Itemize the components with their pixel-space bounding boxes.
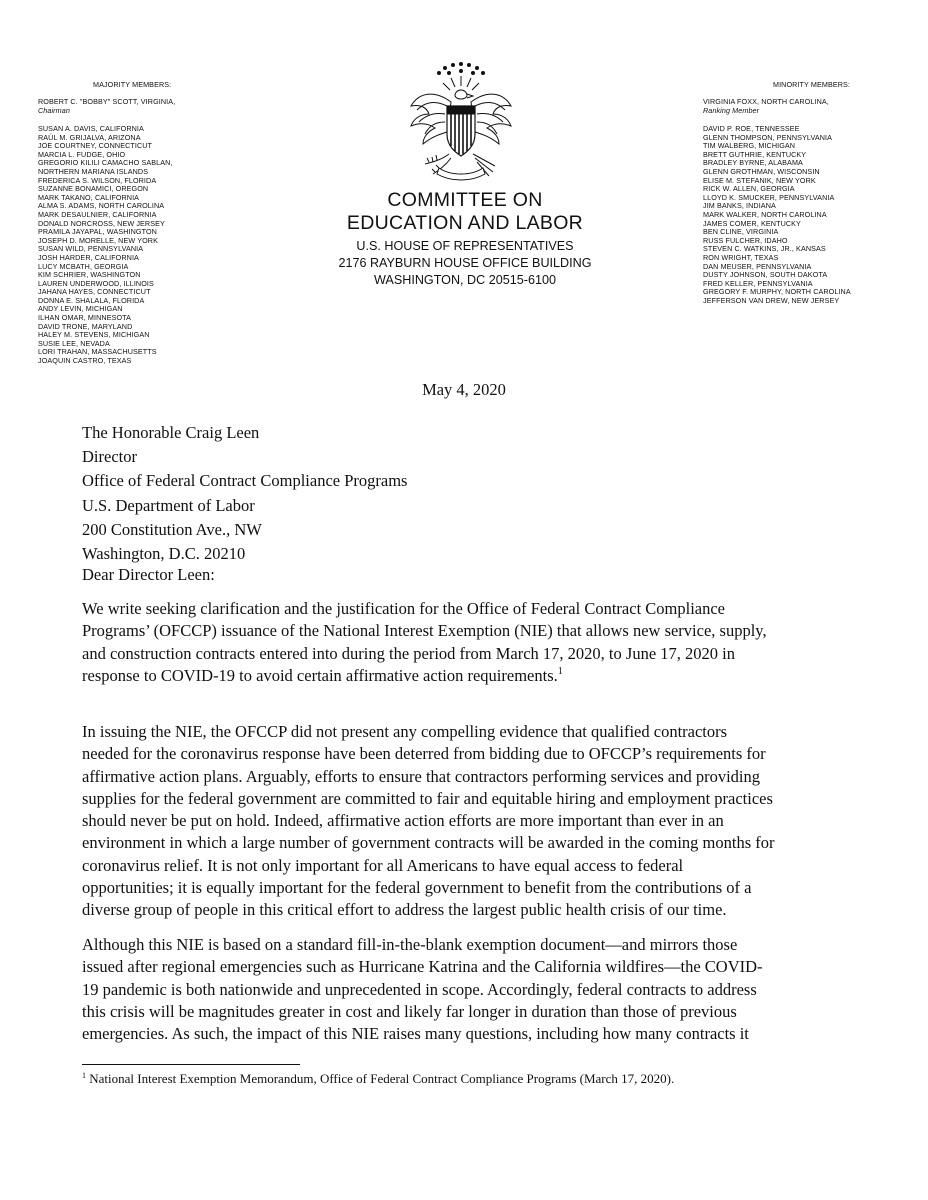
- paragraph-line: [82, 855, 852, 877]
- paragraph-text: needed for the coronavirus response have been deterred from bidding due to OFCCP’s requirements for: [82, 744, 766, 764]
- paragraph-line: [82, 743, 852, 765]
- majority-member: DAVID TRONE, MARYLAND: [38, 321, 133, 331]
- minority-member: DAN MEUSER, PENNSYLVANIA: [703, 261, 812, 271]
- majority-member: LAUREN UNDERWOOD, ILLINOIS: [38, 278, 154, 288]
- letter-date: May 4, 2020: [422, 380, 506, 399]
- majority-member: PRAMILA JAYAPAL, WASHINGTON: [38, 227, 157, 237]
- paragraph-line: [82, 810, 852, 832]
- salutation: Dear Director Leen:: [82, 565, 215, 584]
- majority-member: MARK TAKANO, CALIFORNIA: [38, 192, 140, 202]
- paragraph-text: In issuing the NIE, the OFCCP did not present any compelling evidence that qualified contractors: [82, 722, 728, 741]
- minority-member: RUSS FULCHER, IDAHO: [703, 235, 788, 245]
- paragraph-text: issued after regional emergencies such as Hurricane Katrina and the California wildfires—the COVID-: [82, 957, 763, 977]
- majority-member: ILHAN OMAR, MINNESOTA: [38, 313, 132, 323]
- recipient-street: 200 Constitution Ave., NW: [82, 519, 262, 539]
- majority-member: JAHANA HAYES, CONNECTICUT: [38, 287, 151, 297]
- minority-member: GLENN GROTHMAN, WISCONSIN: [703, 166, 820, 176]
- paragraph-line: [82, 620, 852, 642]
- paragraph-line: [82, 979, 852, 1001]
- paragraph-line: [82, 934, 852, 956]
- recipient-city: Washington, D.C. 20210: [82, 544, 246, 564]
- paragraph-line: [82, 1001, 852, 1023]
- minority-member: GLENN THOMPSON, PENNSYLVANIA: [703, 132, 833, 142]
- minority-member: MARK WALKER, NORTH CAROLINA: [703, 209, 827, 219]
- paragraph-text: supplies for the federal government are committed to fair and equitable hiring and employment practices: [82, 788, 773, 808]
- recipient-name: The Honorable Craig Leen: [82, 423, 260, 442]
- minority-member: DAVID P. ROE, TENNESSEE: [703, 124, 800, 133]
- majority-members-header: MAJORITY MEMBERS:: [93, 80, 172, 89]
- minority-member: RON WRIGHT, TEXAS: [703, 252, 779, 262]
- paragraph-text: Although this NIE is based on a standard fill-in-the-blank exemption document—and mirrors those: [82, 935, 738, 954]
- majority-member: KIM SCHRIER, WASHINGTON: [38, 270, 141, 280]
- minority-member: LLOYD K. SMUCKER, PENNSYLVANIA: [703, 192, 835, 202]
- address-line-building: 2176 RAYBURN HOUSE OFFICE BUILDING: [338, 256, 592, 270]
- paragraph-line: [82, 788, 852, 810]
- paragraph-line: [82, 899, 852, 921]
- paragraph-text: Programs’ (OFCCP) issuance of the National Interest Exemption (NIE) that allows new service, supply,: [82, 621, 767, 641]
- paragraph-line: [82, 598, 852, 620]
- paragraph-text: opportunities; it is equally important for the federal government to benefit from the contributions of a: [82, 878, 752, 898]
- committee-name-line2: EDUCATION AND LABOR: [346, 212, 584, 234]
- minority-members-header: MINORITY MEMBERS:: [773, 80, 851, 89]
- paragraph-line: [82, 956, 852, 978]
- minority-member: TIM WALBERG, MICHIGAN: [703, 141, 796, 151]
- paragraph-line: [82, 832, 852, 854]
- majority-member: FREDERICA S. WILSON, FLORIDA: [38, 175, 157, 185]
- paragraph-text: We write seeking clarification and the justification for the Office of Federal Contract Compliance: [82, 599, 726, 618]
- ranking-member-role: Ranking Member: [703, 105, 760, 115]
- majority-chair: [38, 98, 175, 115]
- seal-stars: [437, 62, 485, 75]
- majority-member: JOSH HARDER, CALIFORNIA: [38, 252, 139, 262]
- address-line-house: U.S. HOUSE OF REPRESENTATIVES: [356, 239, 574, 253]
- majority-member: MARK DESAULNIER, CALIFORNIA: [38, 209, 157, 219]
- body-paragraph-3: [82, 934, 852, 1045]
- footnote-separator: [82, 1064, 300, 1065]
- minority-member: GREGORY F. MURPHY, NORTH CAROLINA: [703, 287, 851, 297]
- paragraph-text: and construction contracts entered into during the period from March 17, 2020, to June 17, 2020 in: [82, 643, 735, 663]
- minority-member: BRADLEY BYRNE, ALABAMA: [703, 158, 803, 168]
- majority-member: NORTHERN MARIANA ISLANDS: [38, 166, 149, 176]
- recipient-address-block: [82, 421, 407, 566]
- chair-role: Chairman: [38, 105, 70, 115]
- minority-ranking-member: [703, 98, 829, 115]
- body-paragraph-1: [82, 598, 852, 687]
- paragraph-line: [82, 721, 852, 743]
- minority-member: BEN CLINE, VIRGINIA: [703, 227, 779, 237]
- majority-member: ANDY LEVIN, MICHIGAN: [38, 304, 123, 314]
- minority-member: JIM BANKS, INDIANA: [703, 201, 776, 211]
- paragraph-text: should never be put on hold. Indeed, affirmative action efforts are more important than ever in an: [82, 811, 724, 831]
- minority-member: BRETT GUTHRIE, KENTUCKY: [703, 149, 807, 159]
- paragraph-text: coronavirus relief. It is not only important for all Americans to have equal access to federal: [82, 855, 684, 875]
- majority-member: GREGORIO KILILI CAMACHO SABLAN,: [38, 158, 173, 168]
- majority-member: MARCIA L. FUDGE, OHIO: [38, 149, 126, 159]
- paragraph-line: [82, 1023, 852, 1045]
- chair-name: ROBERT C. "BOBBY" SCOTT, VIRGINIA,: [38, 97, 176, 106]
- minority-member: FRED KELLER, PENNSYLVANIA: [703, 278, 813, 288]
- recipient-office: Office of Federal Contract Compliance Programs: [82, 471, 408, 491]
- majority-member: RAÚL M. GRIJALVA, ARIZONA: [38, 132, 141, 142]
- footnote-number: 1: [82, 1071, 86, 1080]
- majority-member: SUSAN A. DAVIS, CALIFORNIA: [38, 124, 144, 133]
- majority-member: LUCY MCBATH, GEORGIA: [38, 261, 129, 271]
- paragraph-text: this crisis will be magnitudes greater in cost and likely far longer in duration than those of previous: [82, 1001, 737, 1021]
- recipient-department: U.S. Department of Labor: [82, 495, 255, 515]
- majority-member: ALMA S. ADAMS, NORTH CAROLINA: [38, 201, 165, 211]
- majority-member: JOE COURTNEY, CONNECTICUT: [38, 141, 153, 151]
- committee-name-line1: COMMITTEE ON: [387, 189, 543, 211]
- body-paragraph-2: [82, 721, 852, 922]
- paragraph-text: environment in which a large number of government contracts will be awarded in the coming months for: [82, 833, 775, 853]
- minority-member-list: [703, 125, 851, 305]
- paragraph-text: diverse group of people in this critical effort to address the largest public health crisis of our time.: [82, 900, 727, 920]
- paragraph-line: [82, 766, 852, 788]
- paragraph-line: [82, 643, 852, 665]
- majority-member: JOSEPH D. MORELLE, NEW YORK: [38, 235, 158, 245]
- footnote: [82, 1071, 674, 1087]
- house-seal-icon: [405, 62, 517, 184]
- paragraph-text: affirmative action plans. Arguably, efforts to ensure that contractors performing services and providing: [82, 766, 760, 786]
- majority-member: JOAQUIN CASTRO, TEXAS: [38, 356, 132, 366]
- paragraph-text: emergencies. As such, the impact of this NIE raises many questions, including how many contracts it: [82, 1024, 749, 1044]
- majority-member: SUZANNE BONAMICI, OREGON: [38, 184, 149, 194]
- majority-member: SUSIE LEE, NEVADA: [38, 338, 110, 348]
- paragraph-line: [82, 665, 852, 687]
- majority-member: DONALD NORCROSS, NEW JERSEY: [38, 218, 165, 228]
- recipient-title: Director: [82, 447, 137, 467]
- paragraph-text: response to COVID-19 to avoid certain affirmative action requirements.: [82, 665, 558, 685]
- footnote-reference[interactable]: 1: [557, 665, 563, 677]
- minority-member: DUSTY JOHNSON, SOUTH DAKOTA: [703, 270, 828, 280]
- minority-member: JAMES COMER, KENTUCKY: [703, 218, 801, 228]
- paragraph-line: [82, 877, 852, 899]
- majority-member: HALEY M. STEVENS, MICHIGAN: [38, 330, 150, 340]
- minority-member: JEFFERSON VAN DREW, NEW JERSEY: [703, 295, 840, 305]
- ranking-member-name: VIRGINIA FOXX, NORTH CAROLINA,: [703, 97, 829, 106]
- majority-member: DONNA E. SHALALA, FLORIDA: [38, 295, 145, 305]
- minority-member: RICK W. ALLEN, GEORGIA: [703, 184, 795, 194]
- paragraph-text: 19 pandemic is both nationwide and unprecedented in scope. Accordingly, federal contracts to address: [82, 979, 757, 999]
- footnote-text: National Interest Exemption Memorandum, Office of Federal Contract Compliance Programs (March 17, 2020).: [86, 1071, 675, 1086]
- minority-member: ELISE M. STEFANIK, NEW YORK: [703, 175, 816, 185]
- majority-member-list: [38, 125, 173, 366]
- address-line-city: WASHINGTON, DC 20515-6100: [374, 273, 556, 287]
- majority-member: LORI TRAHAN, MASSACHUSETTS: [38, 347, 157, 357]
- minority-member: STEVEN C. WATKINS, JR., KANSAS: [703, 244, 826, 254]
- majority-member: SUSAN WILD, PENNSYLVANIA: [38, 244, 144, 254]
